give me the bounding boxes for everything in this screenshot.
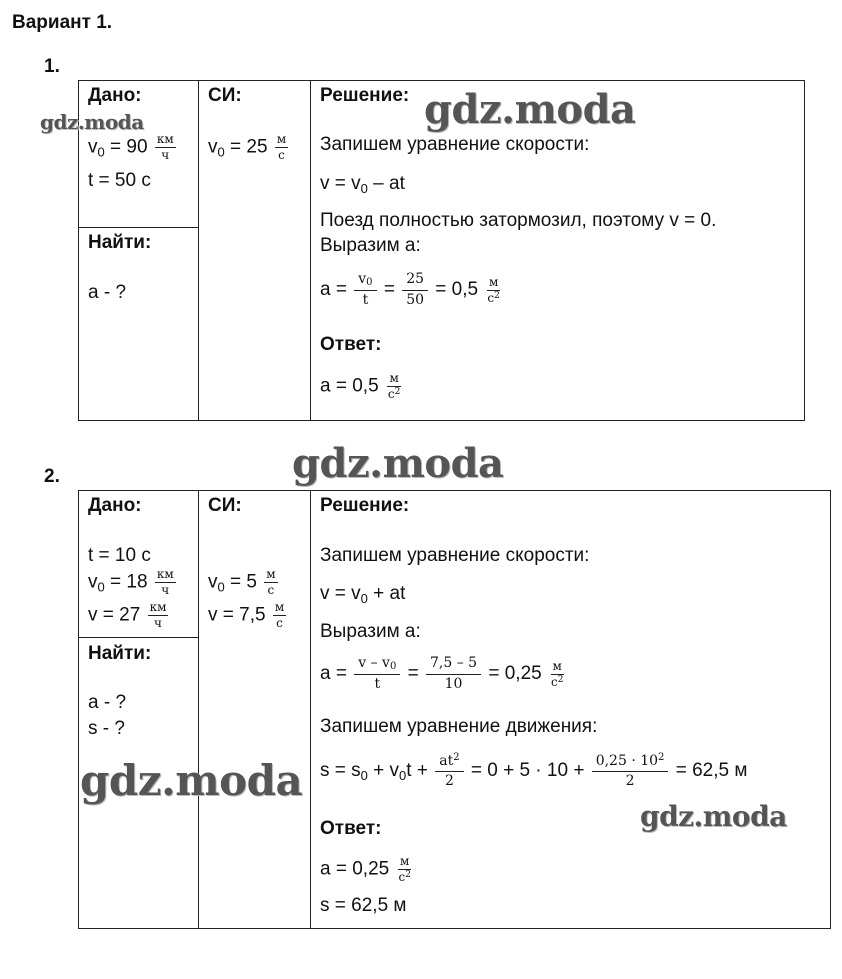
task-2-formula-a: a = $\frac{v - v0}{t}$ = $\frac{7,5 - 5}{10}$ = 0,25 $\frac{м}{с^2}$	[320, 655, 564, 692]
task-1-answer: a = 0,5 $\frac{м}{с^2}$	[320, 371, 401, 402]
task-1-formula-a: a = $\frac{v0}{t}$ = $\frac{25}{50}$ = 0,5 $\frac{м}{с^2}$	[320, 271, 500, 308]
task-1-given-label: Дано:	[88, 85, 142, 106]
task-1-find: a - ?	[88, 282, 127, 303]
task-2-formula-s: $s = s_0 + v_0t$ + $\frac{at^2}{2}$ = 0 + 5 · 10 + $\frac{0,25 \cdot 10^2}{2}$ = 62,5 м	[320, 752, 748, 790]
task-2-answer-a: a = 0,25 $\frac{м}{с^2}$	[320, 854, 411, 885]
task-1-given-t: t = 50 с	[88, 170, 151, 191]
task-2-line-5: Запишем уравнение движения:	[320, 716, 598, 737]
task-1-line-3: Поезд полностью затормозил, поэтому v = 0.	[320, 210, 717, 231]
task-1-solution-label: Решение:	[320, 85, 410, 106]
task-1-line-2: $v = v_0$ – at	[320, 173, 405, 196]
task-2-number: 2.	[44, 466, 60, 487]
task-2-si-label: СИ:	[208, 495, 242, 516]
task-1-line-4: Выразим a:	[320, 235, 421, 256]
task-2-find-s: s - ?	[88, 718, 125, 739]
task-1-si-label: СИ:	[208, 85, 242, 106]
task-2-given-v0: $v_0 = 18$ $\frac{км}{ч}$	[88, 567, 174, 598]
task-2-si-v: v = 7,5 $\frac{м}{с}$	[208, 600, 285, 631]
task-2-find-a: a - ?	[88, 692, 127, 713]
task-2-given-t: t = 10 с	[88, 545, 151, 566]
task-1-find-label: Найти:	[88, 232, 152, 253]
task-2-given-label: Дано:	[88, 495, 142, 516]
task-1-answer-label: Ответ:	[320, 334, 382, 355]
task-2-solution-label: Решение:	[320, 495, 410, 516]
task-2-line-2: $v = v_0$ + at	[320, 583, 406, 606]
task-1-number: 1.	[44, 56, 60, 77]
task-2-si-v0: $v_0 = 5$ $\frac{м}{с}$	[208, 567, 276, 598]
watermark-small-1: gdz.moda	[40, 110, 144, 134]
watermark-large-1: gdz.moda	[424, 86, 636, 133]
task-2-find-label: Найти:	[88, 643, 152, 664]
task-1-si-v0: $v_0 = 25$ $\frac{м}{с}$	[208, 132, 287, 163]
task-2-line-3: Выразим a:	[320, 621, 421, 642]
watermark-medium-1: gdz.moda	[640, 800, 787, 833]
watermark-large-2: gdz.moda	[292, 440, 504, 487]
task-2-answer-s: s = 62,5 м	[320, 895, 407, 916]
task-2-answer-label: Ответ:	[320, 818, 382, 839]
watermark-large-3: gdz.moda	[80, 756, 303, 805]
task-2-line-1: Запишем уравнение скорости:	[320, 545, 590, 566]
page-title: Вариант 1.	[12, 12, 113, 33]
task-1-line-1: Запишем уравнение скорости:	[320, 134, 590, 155]
task-1-given-v0: $v_0 = 90$ $\frac{км}{ч}$	[88, 132, 174, 163]
task-2-given-v: v = 27 $\frac{км}{ч}$	[88, 600, 167, 631]
